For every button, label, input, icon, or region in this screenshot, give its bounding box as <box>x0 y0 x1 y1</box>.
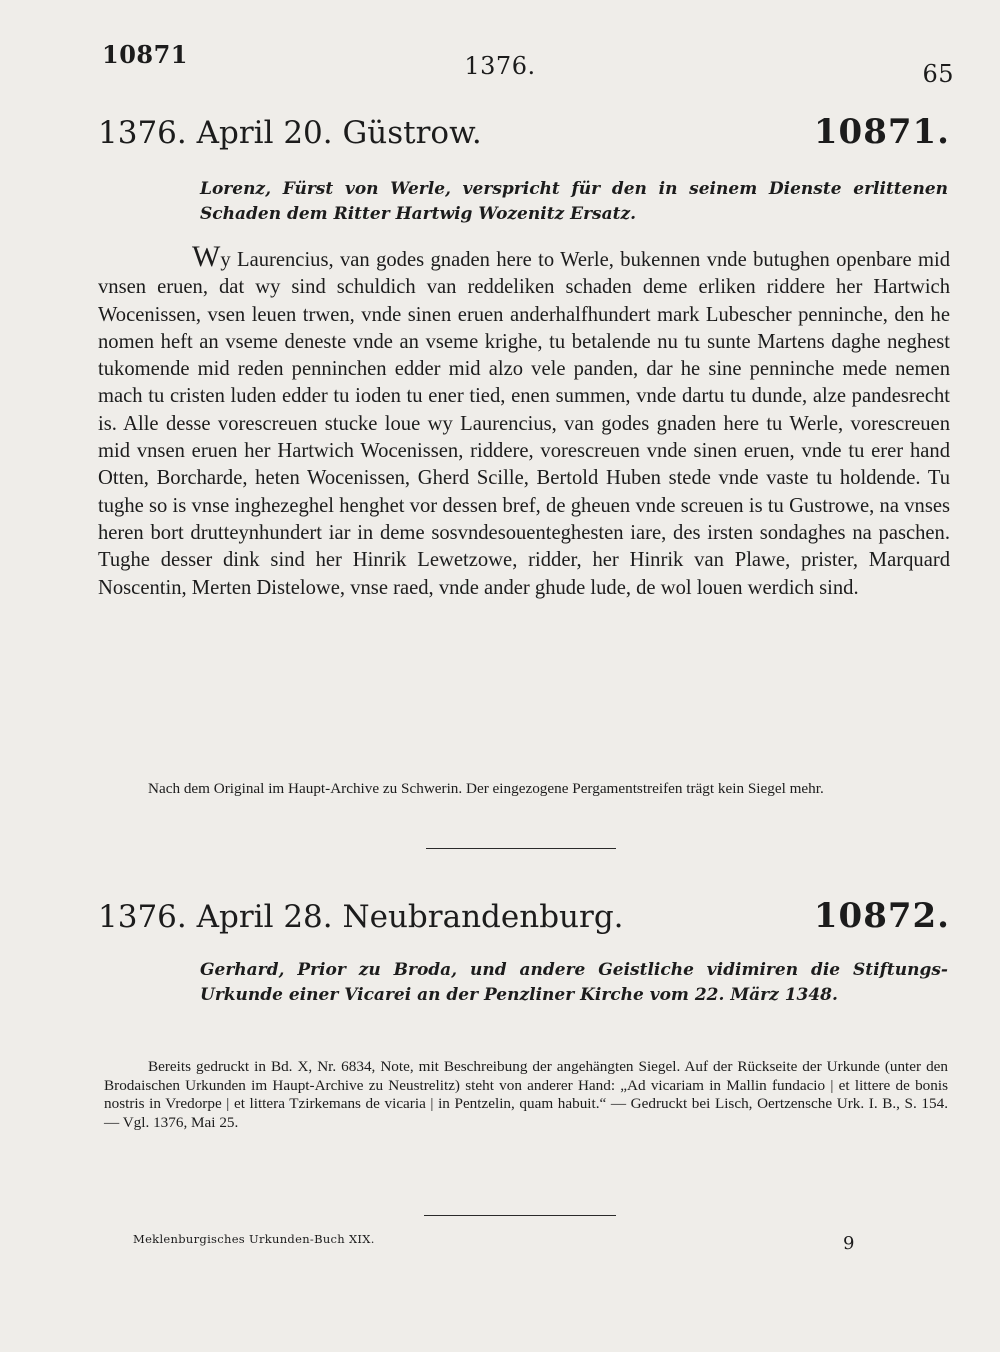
document-text <box>98 240 950 602</box>
source-note <box>104 1058 948 1132</box>
document-heading-10871 <box>98 112 950 152</box>
signature-mark: 9 <box>843 1233 855 1254</box>
document-text-body: y Laurencius, van godes gnaden here to Werle, bukennen vnde butughen openbare mid vnsen eruen, dat wy sind schuldich van reddeliken schaden deme erliken riddere her Hartwich Wocenissen, vsen leuen trwen, vnde sinen eruen anderhalfhundert mark Lubescher penninche, den he nomen heft an vseme deneste vnde an vseme krighe, tu betalende nu tu sunte Martens daghe neghest tukomende mid reden penninchen edder mid alzo vele panden, dar he sine penninche mede nemen mach tu cristen luden edder tu ioden tu ener tied, enen summen, vnde dartu tu dunde, alze pandesrecht is. Alle desse vorescreuen stucke loue wy Laurencius, van godes gnaden here tu Werle, vorescreuen mid vnsen eruen her Hartwich Wocenissen, riddere, vorescreuen vnde sinen eruen, vnde tu erer hand Otten, Borcharde, heten Wocenissen, Gherd Scille, Bertold Huben stede vnde vaste tu holdende. Tu tughe so is vnse inghezeghel henghet vor dessen bref, de gheuen vnde screuen is tu Gustrowe, na vnses heren bort drutteynhundert iar in deme sosvndesouenteghesten iare, des irsten sondaghes na paschen. Tughe desser dink sind her Hinrik Lewetzowe, ridder, her Hinrik van Plawe, prister, Marquard Noscentin, Merten Distelowe, vnse raed, vnde ander ghude lude, de wol louen werdich sind. <box>98 249 950 599</box>
running-head-center: 1376. <box>464 52 536 80</box>
separator-rule <box>426 848 616 849</box>
source-note <box>104 780 948 799</box>
document-summary: Gerhard, Prior zu Broda, und andere Geistliche vidimiren die Stiftungs-Urkunde einer Vicarei an der Penzliner Kirche vom 22. März 1348. <box>200 960 948 1005</box>
source-note-text: Bereits gedruckt in Bd. X, Nr. 6834, Note, mit Beschreibung der angehängten Siegel. Auf der Rückseite der Urkunde (unter den Brodaischen Urkunden im Haupt-Archive zu Neustrelitz) steht von anderer Hand: „Ad vicariam in Mallin fundacio | et littere de bonis nostris in Vredorpe | et littera Tzirkemans de vicaria | in Pentzelin, quam habuit.“ — Gedruckt bei Lisch, Oertzensche Urk. I. B., S. 154. — Vgl. 1376, Mai 25. <box>104 1058 948 1131</box>
separator-rule <box>424 1215 616 1216</box>
page-number: 65 <box>922 60 954 88</box>
source-note-text: Nach dem Original im Haupt-Archive zu Schwerin. Der eingezogene Pergamentstreifen trägt kein Siegel mehr. <box>148 780 824 797</box>
document-date-place: 1376. April 20. Güstrow. <box>98 115 482 151</box>
document-heading-10872 <box>98 896 950 936</box>
footer-title: Meklenburgisches Urkunden-Buch XIX. <box>133 1232 375 1246</box>
drop-initial: W <box>192 240 221 273</box>
running-head-left: 10871 <box>102 40 188 69</box>
document-date-place: 1376. April 28. Neubrandenburg. <box>98 899 624 935</box>
document-summary: Lorenz, Fürst von Werle, verspricht für den in seinem Dienste erlittenen Schaden dem Ritter Hartwig Wozenitz Ersatz. <box>200 179 948 224</box>
document-number: 10871. <box>813 112 950 152</box>
document-number: 10872. <box>813 896 950 936</box>
